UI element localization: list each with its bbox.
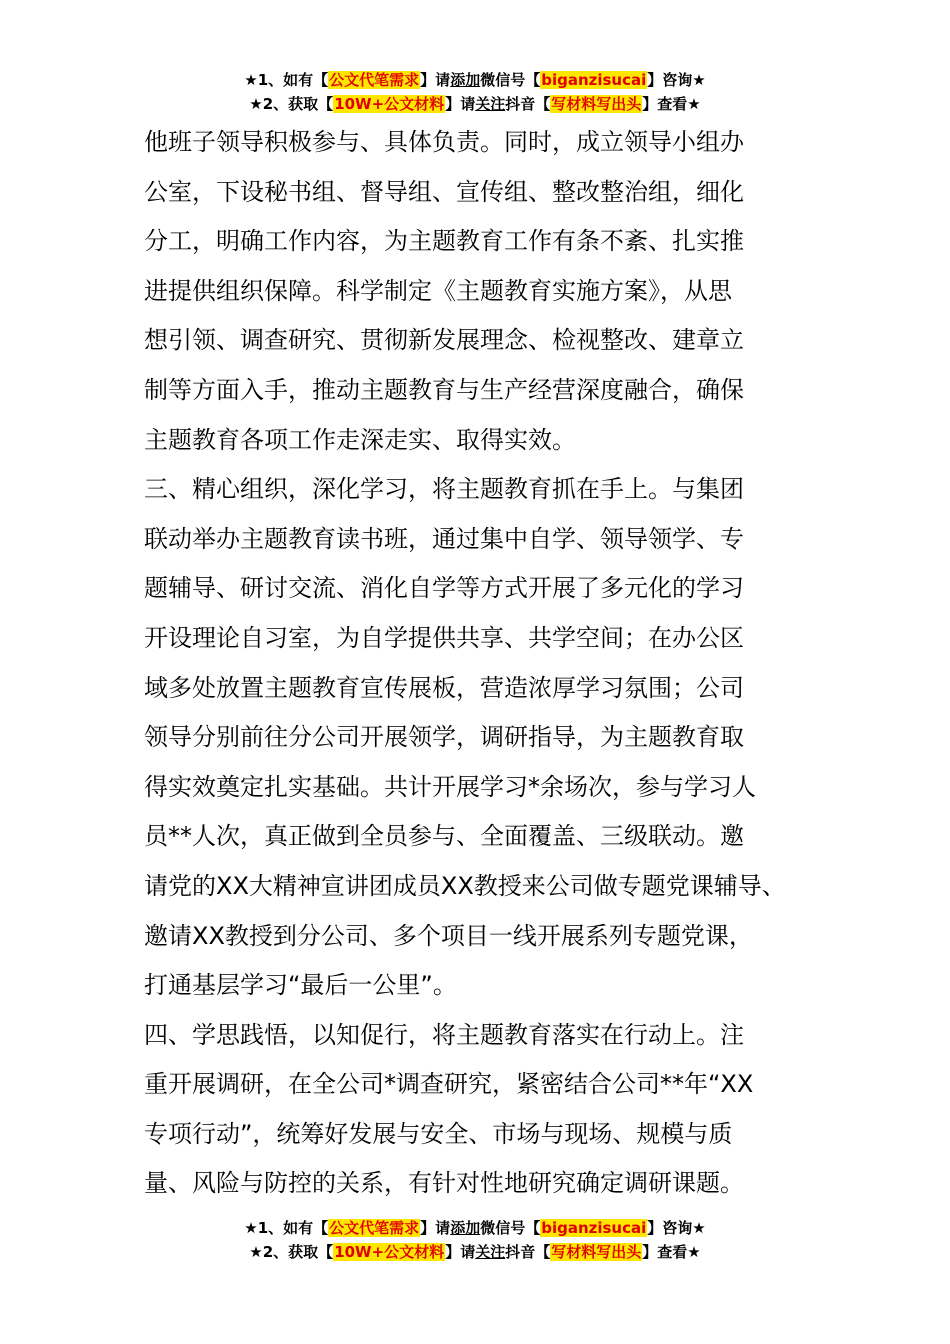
body-line: 他班子领导积极参与、具体负责。同时，成立领导小组办: [144, 128, 744, 156]
body-line: 重开展调研，在全公司*调查研究，紧密结合公司**年“XX: [144, 1070, 754, 1099]
promo-line-2: [0, 92, 950, 116]
promo-text: 微信号【: [480, 71, 541, 89]
promo-highlight-douyin-id: 写材料写出头: [551, 1243, 642, 1261]
promo-highlight: 公文代笔需求: [329, 71, 420, 89]
body-line: 域多处放置主题教育宣传展板，营造浓厚学习氛围；公司: [144, 673, 744, 702]
promo-text: 】请: [445, 95, 476, 113]
promo-text: ★1、如有【: [244, 1219, 329, 1237]
promo-underlined: 关注: [475, 1243, 506, 1261]
body-line: 请党的XX大精神宣讲团成员XX教授来公司做专题党课辅导、: [144, 871, 786, 900]
promo-highlight-wechat-id: biganzisucai: [541, 71, 647, 89]
body-line: 主题教育各项工作走深走实、取得实效。: [144, 425, 576, 454]
promo-text: 抖音【: [505, 95, 551, 113]
promo-text: 】请: [420, 1219, 451, 1237]
promo-text: 】请: [420, 71, 451, 89]
promo-highlight-douyin-id: 写材料写出头: [551, 95, 642, 113]
body-line: 题辅导、研讨交流、消化自学等方式开展了多元化的学习: [144, 574, 744, 603]
body-line: 公室，下设秘书组、督导组、宣传组、整改整治组，细化: [144, 177, 744, 206]
promo-highlight-wechat-id: biganzisucai: [541, 1219, 647, 1237]
promo-text: 】查看★: [642, 1243, 701, 1261]
bottom-promo-banner: [0, 1216, 950, 1264]
body-line: 联动举办主题教育读书班，通过集中自学、领导领学、专: [144, 524, 744, 553]
promo-line-1: [0, 68, 950, 92]
top-promo-banner: [0, 68, 950, 116]
promo-text: ★1、如有【: [244, 71, 329, 89]
promo-highlight: 10W+公文材料: [334, 95, 445, 113]
promo-highlight: 10W+公文材料: [334, 1243, 445, 1261]
body-line: 邀请XX教授到分公司、多个项目一线开展系列专题党课，: [144, 921, 753, 950]
promo-highlight: 公文代笔需求: [329, 1219, 420, 1237]
body-line: 制等方面入手，推动主题教育与生产经营深度融合，确保: [144, 375, 744, 404]
body-line: 分工，明确工作内容，为主题教育工作有条不紊、扎实推: [144, 227, 744, 256]
promo-line-1: [0, 1216, 950, 1240]
promo-text: 】请: [445, 1243, 476, 1261]
document-body: [144, 118, 834, 1209]
body-line: 量、风险与防控的关系，有针对性地研究确定调研课题。: [144, 1169, 744, 1198]
promo-text: 微信号【: [480, 1219, 541, 1237]
promo-text: 】咨询★: [647, 71, 706, 89]
body-line: 员**人次，真正做到全员参与、全面覆盖、三级联动。邀: [144, 822, 744, 851]
promo-underlined: 添加: [450, 1219, 481, 1237]
body-line: 得实效奠定扎实基础。共计开展学习*余场次，参与学习人: [144, 772, 756, 801]
promo-text: 】查看★: [642, 95, 701, 113]
body-line: 打通基层学习“最后一公里”。: [144, 971, 457, 1000]
promo-underlined: 添加: [450, 71, 481, 89]
body-line: 领导分别前往分公司开展领学，调研指导，为主题教育取: [144, 723, 744, 752]
section-heading-line: 四、学思践悟，以知促行，将主题教育落实在行动上。注: [144, 1020, 744, 1049]
body-line: 专项行动”，统筹好发展与安全、市场与现场、规模与质: [144, 1119, 733, 1148]
promo-text: ★2、获取【: [249, 95, 334, 113]
promo-underlined: 关注: [475, 95, 506, 113]
promo-text: ★2、获取【: [249, 1243, 334, 1261]
promo-text: 】咨询★: [647, 1219, 706, 1237]
section-heading-line: 三、精心组织，深化学习，将主题教育抓在手上。与集团: [144, 475, 744, 504]
promo-text: 抖音【: [505, 1243, 551, 1261]
promo-line-2: [0, 1240, 950, 1264]
body-line: 开设理论自习室，为自学提供共享、共学空间；在办公区: [144, 623, 744, 652]
body-line: 进提供组织保障。科学制定《主题教育实施方案》，从思: [144, 276, 732, 305]
body-line: 想引领、调查研究、贯彻新发展理念、检视整改、建章立: [144, 326, 744, 355]
